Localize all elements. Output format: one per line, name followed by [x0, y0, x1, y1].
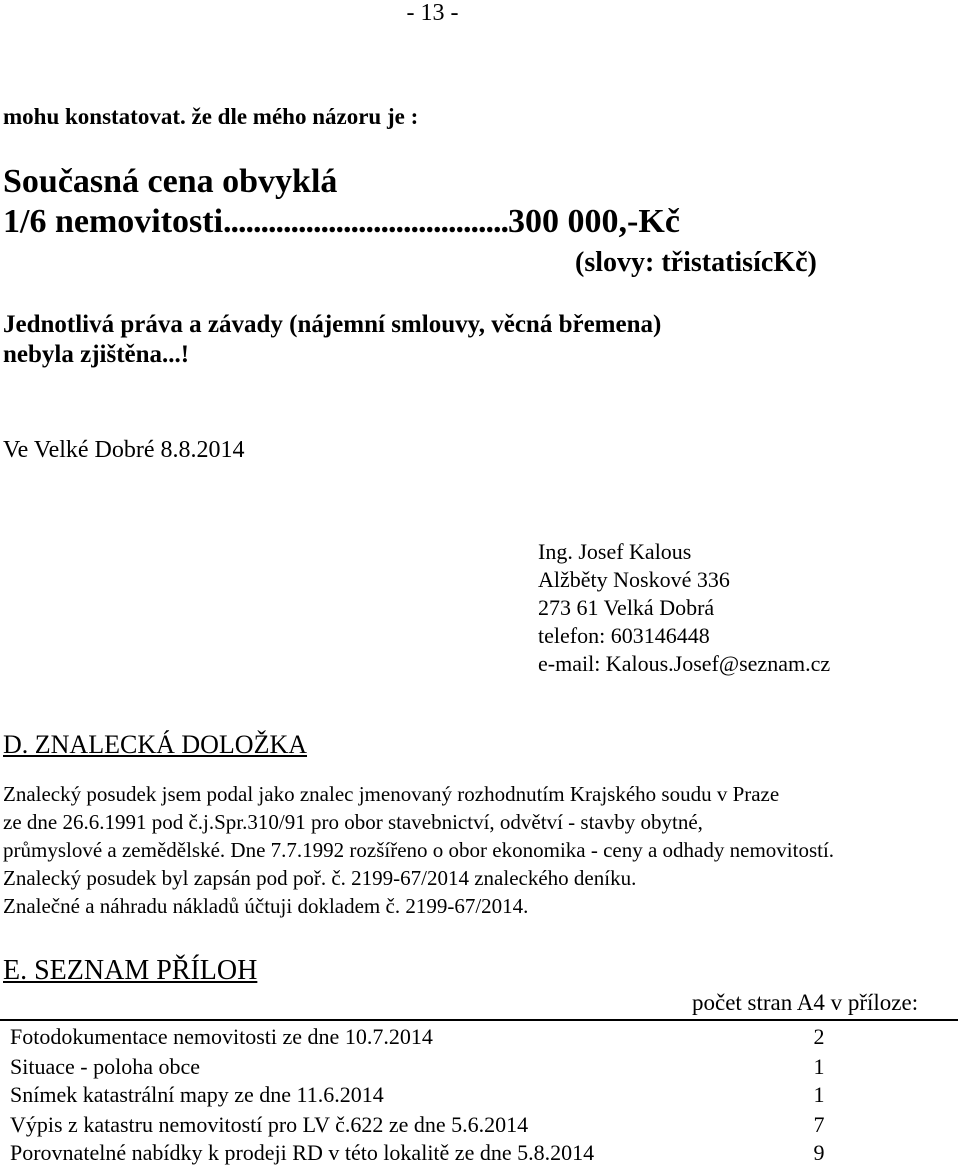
contact-phone: telefon: 603146448 [538, 623, 710, 648]
contact-city: 273 61 Velká Dobrá [538, 595, 715, 620]
rights-line-1: Jednotlivá práva a závady (nájemní smlouvy, věcná břemena) [3, 311, 662, 338]
page-number: - 13 - [406, 0, 459, 26]
attachment-name: Fotodokumentace nemovitosti ze dne 10.7.2014 [10, 1024, 433, 1049]
place-date: Ve Velké Dobré 8.8.2014 [3, 437, 245, 463]
attachment-name: Porovnatelné nabídky k prodeji RD v této lokalitě ze dne 5.8.2014 [10, 1140, 595, 1165]
attachment-page-count: 7 [813, 1112, 825, 1137]
price-heading: Současná cena obvyklá [3, 163, 338, 200]
attachment-page-count: 9 [813, 1140, 825, 1165]
contact-street: Alžběty Noskové 336 [538, 567, 730, 592]
attachments-pages-header: počet stran A4 v příloze: [692, 990, 919, 1015]
expert-clause-text [3, 780, 834, 920]
expert-clause-heading: D. ZNALECKÁ DOLOŽKA [3, 730, 308, 759]
intro-statement: mohu konstatovat. že dle mého názoru je : [3, 104, 419, 129]
contact-name: Ing. Josef Kalous [538, 539, 692, 564]
price-dots: ...................................... [223, 203, 509, 240]
attachment-name: Výpis z katastru nemovitostí pro LV č.622 ze dne 5.6.2014 [10, 1112, 529, 1137]
attachment-page-count: 2 [813, 1024, 825, 1049]
rights-line-2: nebyla zjištěna...! [3, 341, 190, 368]
clause-line: Znalecký posudek jsem podal jako znalec jmenovaný rozhodnutím Krajského soudu v Praze [3, 782, 780, 806]
attachments-heading: E. SEZNAM PŘÍLOH [3, 955, 258, 986]
attachment-page-count: 1 [813, 1082, 825, 1107]
rights-statement [3, 310, 661, 370]
price-amount: 300 000,-Kč [508, 203, 680, 240]
price-line [3, 203, 843, 241]
contact-email: e-mail: Kalous.Josef@seznam.cz [538, 651, 831, 676]
clause-line: průmyslové a zemědělské. Dne 7.7.1992 rozšířeno o obor ekonomika - ceny a odhady nemovitostí. [3, 838, 835, 862]
price-in-words: (slovy: třistatisícKč) [575, 247, 817, 278]
attachments-divider [0, 1019, 958, 1021]
attachment-page-count: 1 [813, 1054, 825, 1079]
clause-line: Znalečné a náhradu nákladů účtuji dokladem č. 2199-67/2014. [3, 894, 529, 918]
price-item: 1/6 nemovitosti [3, 203, 224, 240]
attachment-name: Snímek katastrální mapy ze dne 11.6.2014 [10, 1082, 384, 1107]
attachment-name: Situace - poloha obce [10, 1054, 200, 1079]
clause-line: Znalecký posudek byl zapsán pod poř. č. 2199-67/2014 znaleckého deníku. [3, 866, 637, 890]
clause-line: ze dne 26.6.1991 pod č.j.Spr.310/91 pro obor stavebnictví, odvětví - stavby obytné, [3, 810, 703, 834]
